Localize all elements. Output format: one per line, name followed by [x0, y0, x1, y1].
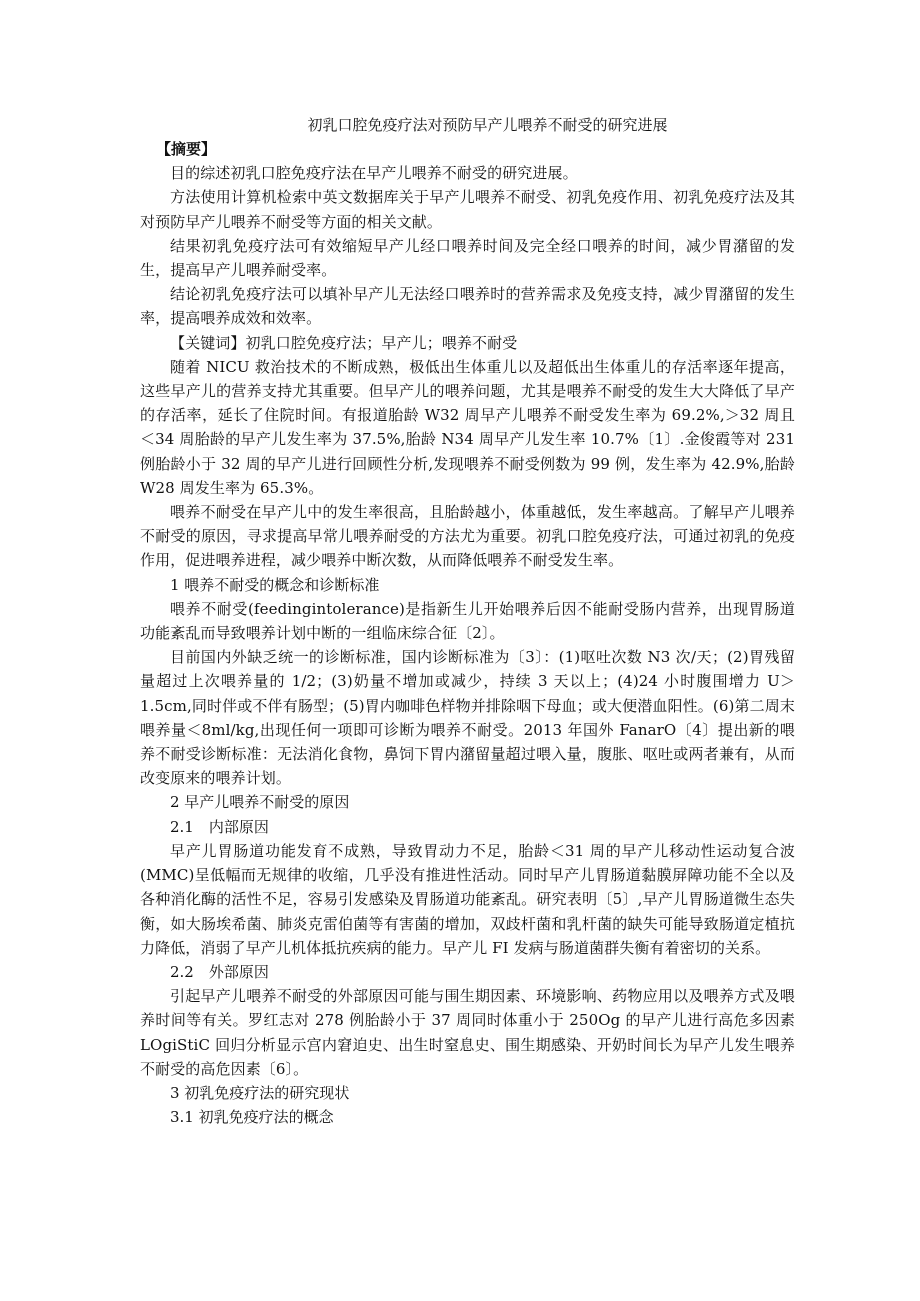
abstract-conclusion: 结论初乳免疫疗法可以填补早产儿无法经口喂养时的营养需求及免疫支持，减少胃潴留的发生率，提高喂养成效和效率。: [140, 285, 795, 328]
section-2-1-heading: 2.1 内部原因: [170, 817, 269, 836]
document-title: 初乳口腔免疫疗法对预防早产儿喂养不耐受的研究进展: [307, 116, 668, 134]
section-2-1-paragraph: 早产儿胃肠道功能发育不成熟，导致胃动力不足，胎龄＜31 周的早产儿移动性运动复合波(MMC)呈低幅而无规律的收缩，几乎没有推进性活动。同时早产儿胃肠道黏膜屏障功能不全以及各种消化酶的活性不足，容易引发感染及胃肠道功能紊乱。研究表明〔5〕,早产儿胃肠道微生态失衡，如大肠埃希菌、肺炎克雷伯菌等有害菌的增加，双歧杆菌和乳杆菌的缺失可能导致肠道定植抗力降低，消弱了早产儿机体抵抗疾病的能力。早产儿 FI 发病与肠道菌群失衡有着密切的关系。: [140, 841, 795, 957]
section-2-heading: 2 早产儿喂养不耐受的原因: [170, 793, 350, 812]
document-page: [140, 113, 795, 1129]
section-2-2-heading: 2.2 外部原因: [170, 962, 269, 981]
section-3-heading: 3 初乳免疫疗法的研究现状: [170, 1083, 350, 1102]
abstract-result: 结果初乳免疫疗法可有效缩短早产儿经口喂养时间及完全经口喂养的时间，减少胃潴留的发生，提高早产儿喂养耐受率。: [140, 236, 795, 280]
abstract-method: 方法使用计算机检索中英文数据库关于早产儿喂养不耐受、初乳免疫作用、初乳免疫疗法及其对预防早产儿喂养不耐受等方面的相关文献。: [140, 188, 795, 231]
keywords-text: 初乳口腔免疫疗法；早产儿；喂养不耐受: [245, 333, 518, 352]
intro-paragraph-2: 喂养不耐受在早产儿中的发生率很高，且胎龄越小，体重越低，发生率越高。了解早产儿喂养不耐受的原因，寻求提高早常儿喂养耐受的方法尤为重要。初乳口腔免疫疗法，可通过初乳的免疫作用，促进喂养进程，减少喂养中断次数，从而降低喂养不耐受发生率。: [140, 503, 795, 570]
intro-paragraph-1: 随着 NICU 救治技术的不断成熟，极低出生体重儿以及超低出生体重儿的存活率逐年提高，这些早产儿的营养支持尤其重要。但早产儿的喂养问题，尤其是喂养不耐受的发生大大降低了早产的存活率，延长了住院时间。有报道胎龄 W32 周早产儿喂养不耐受发生率为 69.2%,＞32 周且＜34 周胎龄的早产儿发生率为 37.5%,胎龄 N34 周早产儿发生率 10.7%〔1〕.金俊霞等对 231 例胎龄小于 32 周的早产儿进行回顾性分析,发现喂养不耐受例数为 99 例，发生率为 42.9%,胎龄 W28 周发生率为 65.3%。: [140, 357, 795, 497]
abstract-objective: 目的综述初乳口腔免疫疗法在早产儿喂养不耐受的研究进展。: [170, 164, 578, 183]
section-1-heading: 1 喂养不耐受的概念和诊断标准: [170, 575, 380, 594]
section-3-1-heading: 3.1 初乳免疫疗法的概念: [170, 1108, 334, 1127]
section-1-paragraph-2: 目前国内外缺乏统一的诊断标准，国内诊断标准为〔3〕：(1)呕吐次数 N3 次/天；(2)胃残留量超过上次喂养量的 1/2；(3)奶量不增加或减少，持续 3 天以上；(4)24 小时腹围增力 U＞1.5cm,同时伴或不伴有肠型；(5)胃内咖啡色样物并排除咽下母血；或大便潜血阳性。(6)第二周末喂养量＜8ml/kg,出现任何一项即可诊断为喂养不耐受。2013 年国外 FanarO〔4〕提出新的喂养不耐受诊断标准：无法消化食物，鼻饲下胃内潴留量超过喂入量，腹胀、呕吐或两者兼有，从而改变原来的喂养计划。: [140, 648, 795, 788]
section-1-paragraph-1: 喂养不耐受(feedingintolerance)是指新生儿开始喂养后因不能耐受肠内营养，出现胃肠道功能紊乱而导致喂养计划中断的一组临床综合征〔2〕。: [140, 599, 795, 643]
keywords-line: [140, 331, 795, 355]
keywords-label: 【关键词】: [170, 333, 246, 352]
abstract-heading: 【摘要】: [156, 140, 217, 158]
section-2-2-paragraph: 引起早产儿喂养不耐受的外部原因可能与围生期因素、环境影响、药物应用以及喂养方式及喂养时间等有关。罗红志对 278 例胎龄小于 37 周同时体重小于 250Og 的早产儿进行高危多因素 LOgiStiC 回归分析显示宫内窘迫史、出生时窒息史、围生期感染、开奶时间长为早产儿发生喂养不耐受的高危因素〔6〕。: [140, 987, 795, 1078]
